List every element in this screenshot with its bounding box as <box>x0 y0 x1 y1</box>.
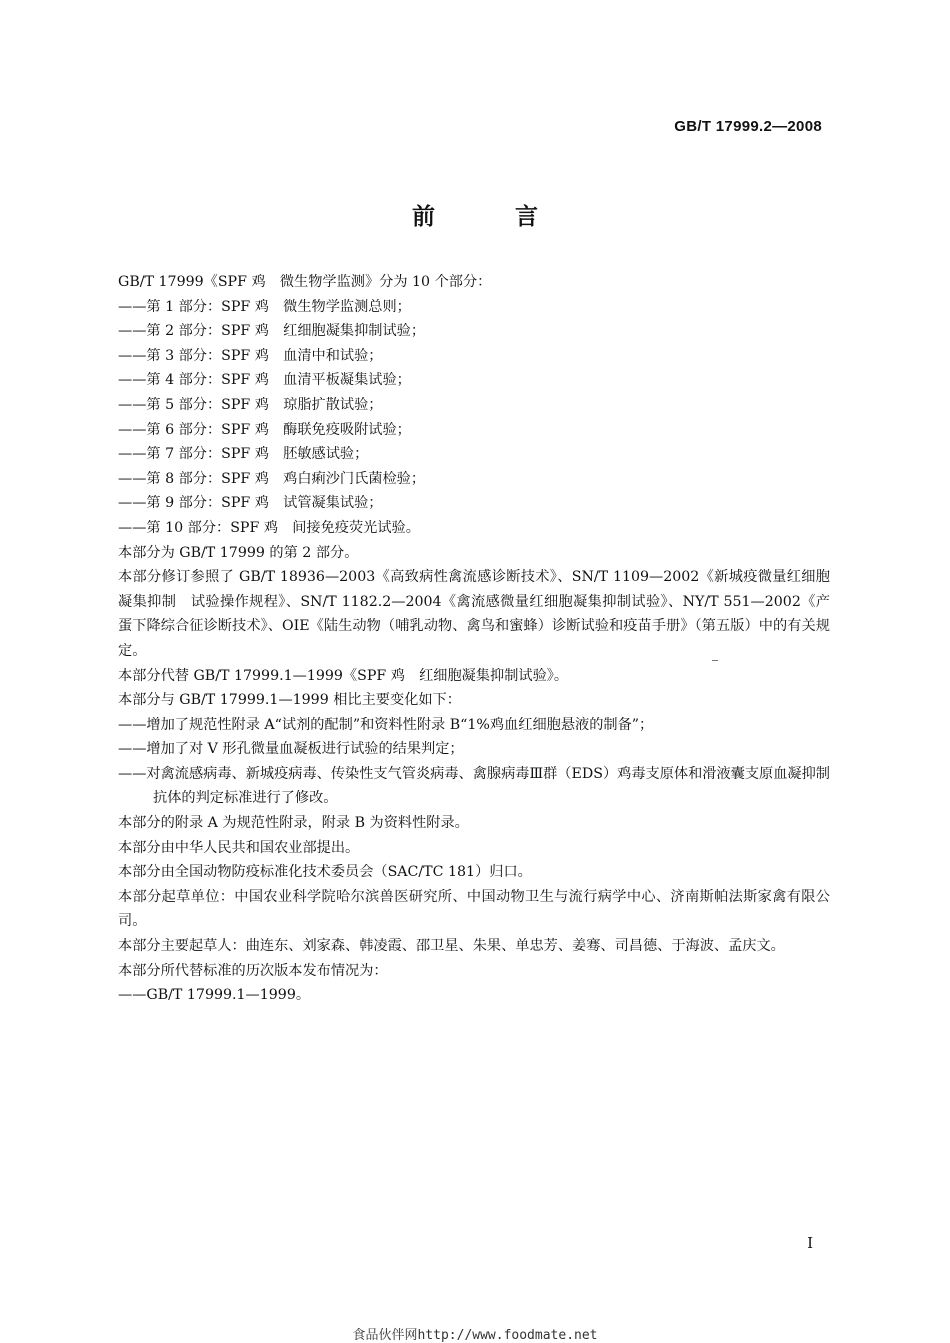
list-item: ——第 3 部分：SPF 鸡 血清中和试验； <box>118 347 383 364</box>
paragraph-drafting-units: 本部分起草单位：中国农业科学院哈尔滨兽医研究所、中国动物卫生与流行病学中心、济南斯帕法斯家禽有限公司。 <box>118 888 830 930</box>
list-item: ——第 10 部分：SPF 鸡 间接免疫荧光试验。 <box>118 519 420 536</box>
foreword-body <box>118 270 830 1008</box>
intro-line: GB/T 17999《SPF 鸡 微生物学监测》分为 10 个部分： <box>118 274 492 290</box>
paragraph-revised: 本部分修订参照了 GB/T 18936—2003《高致病性禽流感诊断技术》、SN/T 1109—2002《新城疫微量红细胞凝集抑制 试验操作规程》、SN/T 1182.2—2004《禽流感微量红细胞凝集抑制试验》、NY/T 551—2002《产蛋下降综合征诊断技术》、OIE《陆生动物（哺乳动物、禽鸟和蜜蜂）诊断试验和疫苗手册》（第五版）中的有关规定。 <box>118 569 830 659</box>
page-number: I <box>807 1234 813 1252</box>
list-item: ——第 1 部分：SPF 鸡 微生物学监测总则； <box>118 298 411 315</box>
list-item: ——第 4 部分：SPF 鸡 血清平板凝集试验； <box>118 372 411 389</box>
list-item: ——对禽流感病毒、新城疫病毒、传染性支气管炎病毒、禽腺病毒Ⅲ群（EDS）鸡毒支原体和滑液囊支原血凝抑制抗体的判定标准进行了修改。 <box>118 765 830 807</box>
list-item: ——第 2 部分：SPF 鸡 红细胞凝集抑制试验； <box>118 323 426 340</box>
list-item: ——第 7 部分：SPF 鸡 胚敏感试验； <box>118 446 369 463</box>
standard-code: GB/T 17999.2—2008 <box>674 118 822 135</box>
paragraph-annex: 本部分的附录 A 为规范性附录，附录 B 为资料性附录。 <box>118 815 469 832</box>
list-item: ——第 8 部分：SPF 鸡 鸡白痢沙门氏菌检验； <box>118 470 426 487</box>
footer-watermark: 食品伙伴网http://www.foodmate.net <box>352 1328 598 1343</box>
paragraph-centralized: 本部分由全国动物防疫标准化技术委员会（SAC/TC 181）归口。 <box>118 864 532 881</box>
list-item: ——增加了规范性附录 A“试剂的配制”和资料性附录 B“1%鸡血红细胞悬液的制备”； <box>118 716 654 733</box>
list-item: ——第 5 部分：SPF 鸡 琼脂扩散试验； <box>118 396 383 413</box>
paragraph-changes: 本部分与 GB/T 17999.1—1999 相比主要变化如下： <box>118 692 461 709</box>
paragraph-drafters: 本部分主要起草人：曲连东、刘家森、韩凌霞、邵卫星、朱果、单忠芳、姜骞、司昌德、于海波、孟庆文。 <box>118 938 785 955</box>
paragraph-part-of: 本部分为 GB/T 17999 的第 2 部分。 <box>118 544 359 561</box>
page-title: 前 言 <box>411 203 574 230</box>
paragraph-replaces: 本部分代替 GB/T 17999.1—1999《SPF 鸡 红细胞凝集抑制试验》。 <box>118 667 569 684</box>
scan-mark <box>712 660 718 661</box>
paragraph-proposed: 本部分由中华人民共和国农业部提出。 <box>118 839 360 856</box>
list-item: ——第 9 部分：SPF 鸡 试管凝集试验； <box>118 495 383 512</box>
list-item: ——第 6 部分：SPF 鸡 酶联免疫吸附试验； <box>118 421 411 438</box>
history-item: ——GB/T 17999.1—1999。 <box>118 987 311 1004</box>
paragraph-history: 本部分所代替标准的历次版本发布情况为： <box>118 962 388 979</box>
list-item: ——增加了对 V 形孔微量血凝板进行试验的结果判定； <box>118 741 464 758</box>
